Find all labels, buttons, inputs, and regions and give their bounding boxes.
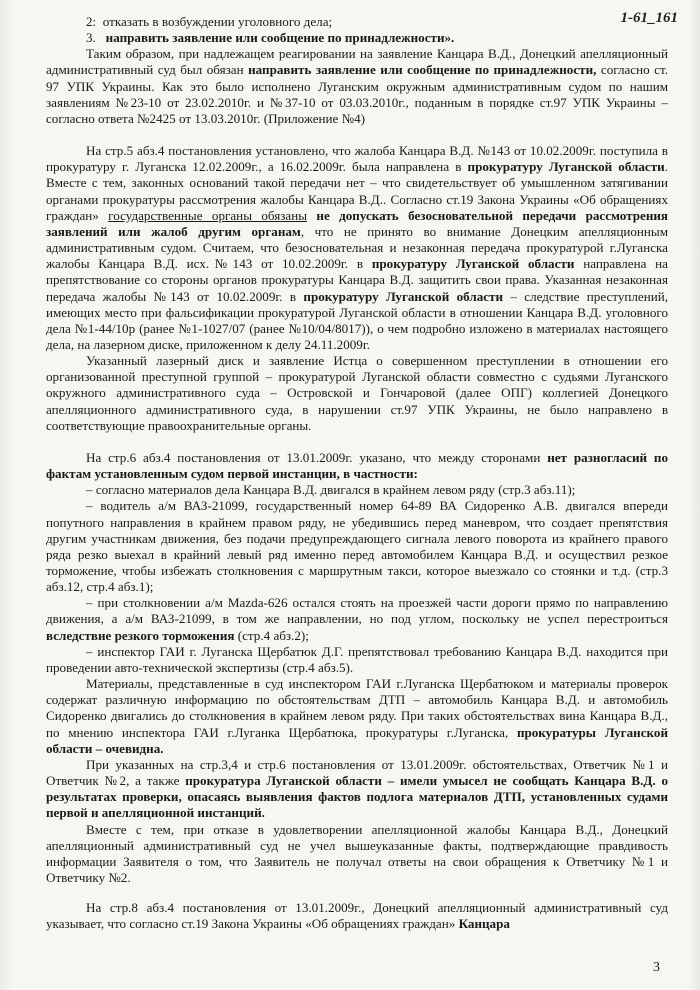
bold-run: прокуратуру Луганской области [371, 256, 575, 272]
paragraph-3: Указанный лазерный диск и заявление Истца о совершенном преступлении в отношении его организованной преступной группой – прокуратурой Луганской области совместно с судьями Луганского окружного административного суда – Островской и Гончаровой (далее ОПГ) коллегией Донецкого апелляционного административного суда, в нарушении ст.97 УПК Украины, не было направлено в соответствующие правоохранительные органы. [46, 353, 668, 433]
bold-run: вследствие резкого торможения [46, 627, 235, 643]
list-item-number: 3. [86, 30, 96, 46]
paragraph-8 [46, 900, 668, 932]
bullet-3 [46, 595, 668, 643]
list-item-text: отказать в возбуждении уголовного дела; [102, 14, 333, 29]
document-number: 1-61_161 [620, 10, 678, 26]
document-body [46, 14, 668, 932]
bold-run: прокуратура Луганской области – имели умысел не сообщать Канцара В.Д. о результатах проверки, опасаясь выявления фактов подлога материалов ДТП, установленных судами первой и апелляционной инстанций. [46, 773, 669, 821]
list-item-number: 2: [86, 14, 97, 29]
bold-run: не допускать безосновательной передачи рассмотрения заявлений или жалоб другим органам [46, 207, 669, 239]
bold-run: нет разногласий по фактам установленным судом первой инстанции, в частности: [46, 449, 668, 482]
bold-run: прокуратуры Луганской области – очевидна. [46, 724, 668, 756]
text-run: , что не принято во внимание Донецким апелляционным административным судом. Считаем, что безосновательная и незаконная передача прокуратурой г.Луганска жалобы Канцара В.Д. исх.№143 от 10.02.2009г. в [46, 223, 668, 272]
paragraph-6 [46, 757, 668, 822]
text-run: На стр.5 абз.4 постановления установлено, что жалоба Канцара В.Д. №143 от 10.02.2009г. поступила в прокуратуру г. Луганска 12.02.2009г., а 16.02.2009г. была направлена в [46, 143, 668, 175]
bold-run: прокуратуру Луганской области [303, 288, 504, 304]
text-run: направлена на препятствование со стороны органов прокуратуры Канцара В.Д. защитить свои права. Указанная незаконная передача жалобы №143 от 10.02.2009г. в [46, 256, 668, 304]
text-run: согласно ст. 97 УПК Украины. Как это было исполнено Луганским окружным административным судом по нашим заявлениям №23-10 от 23.02.2010г. и №37-10 от 03.03.2010г., поданным в порядке ст.97 УПК Украины – согласно ответа №2425 от 13.03.2010г. (Приложение №4) [46, 62, 668, 126]
bullet-4: – инспектор ГАИ г. Луганска Щербатюк Д.Г. препятствовал требованию Канцара В.Д. находится при проведении авто-технической экспертизы (стр.4 абз.5). [46, 643, 668, 675]
text-run: – следствие преступлений, имеющих место при фальсификации прокуратурой Луганской области в отношении Канцара В.Д. уголовного дела №1-44/10р (ранее №1-1027/07 (ранее №10/04/8017)), о чем подробно изложено в материалах настоящего дела, на лазерном диске, приложенном к делу 24.11.2009г. [46, 288, 669, 352]
bold-run: направить заявление или сообщение по принадлежности, [248, 62, 597, 78]
text-run: . Вместе с тем, законных оснований такой передачи нет – что свидетельствует об умышленном затягивании органами прокуратуры рассмотрения жалобы Канцара В.Д.. Согласно ст.19 Закона Украины «Об обращениях граждан» [46, 159, 669, 223]
underlined-run: государственные органы обязаны [108, 207, 308, 223]
paragraph-1 [46, 46, 668, 127]
text-run: – при столкновении а/м Mazda-626 остался стоять на проезжей части дороги прямо по направлению движения, а а/м ВАЗ-21099, в том же направлении, но под углом, поскольку не успел перестроиться [46, 595, 668, 627]
bold-run: прокуратуру Луганской области [467, 159, 665, 175]
list-item-text: направить заявление или сообщение по принадлежности». [105, 30, 455, 46]
paragraph-5 [46, 676, 668, 757]
paragraph-7: Вместе с тем, при отказе в удовлетворении апелляционной жалобы Канцара В.Д., Донецкий апелляционный административный суд не учел вышеуказанные факты, подтверждающие правдивость информации Заявителя о том, что Заявитель не получал ответы на свои обращения к Ответчику №1 и Ответчику №2. [46, 821, 668, 885]
text-run: На стр.6 абз.4 постановления от 13.01.2009г. указано, что между сторонами [86, 449, 548, 465]
page-number: 3 [653, 960, 660, 975]
bullet-2: – водитель а/м ВАЗ-21099, государственный номер 64-89 ВА Сидоренко А.В. двигался впереди попутного направления в крайнем правом ряду, не убедившись перед маневром, что создает препятствия другим участникам движения, без подачи предупреждающего сигнала левого поворота из крайнего правого ряда резко выехал в крайний левый ряд именно перед автомобилем Канцара В.Д. и осуществил резкое торможение, чтобы избежать столкновения с маршрутным такси, которое выезжало со стоянки и т.д. (стр.3 абз.12, стр.4 абз.1); [46, 498, 668, 595]
list-item-2 [46, 14, 668, 30]
text-run: Таким образом, при надлежащем реагировании на заявление Канцара В.Д., Донецкий апелляционный административный суд был обязан [46, 46, 668, 78]
bullet-1: – согласно материалов дела Канцара В.Д. двигался в крайнем левом ряду (стр.3 абз.11); [86, 482, 576, 498]
text-run: Материалы, представленные в суд инспектором ГАИ г.Луганска Щербатюком и материалы проверок содержат различную информацию по обстоятельствам ДТП – автомобиль Канцара В.Д. и автомобиль Сидоренко двигались до столкновения в крайнем левом ряду. При таких обстоятельствах вина Канцара В.Д., по мнению инспектора ГАИ г.Луганка Щербатюка, прокуратуры г.Луганска, [46, 676, 668, 740]
paragraph-2 [46, 143, 668, 353]
paragraph-4 [46, 450, 668, 482]
bold-run: Канцара [458, 916, 510, 932]
text-run: На стр.8 абз.4 постановления от 13.01.2009г., Донецкий апелляционный административный суд указывает, что согласно ст.19 Закона Украины «Об обращениях граждан» [46, 900, 668, 932]
list-item-3 [46, 30, 668, 46]
text-run: При указанных на стр.3,4 и стр.6 постановления от 13.01.2009г. обстоятельствах, Ответчик №1 и Ответчик №2, а также [46, 756, 668, 789]
text-run: (стр.4 абз.2); [234, 627, 309, 643]
